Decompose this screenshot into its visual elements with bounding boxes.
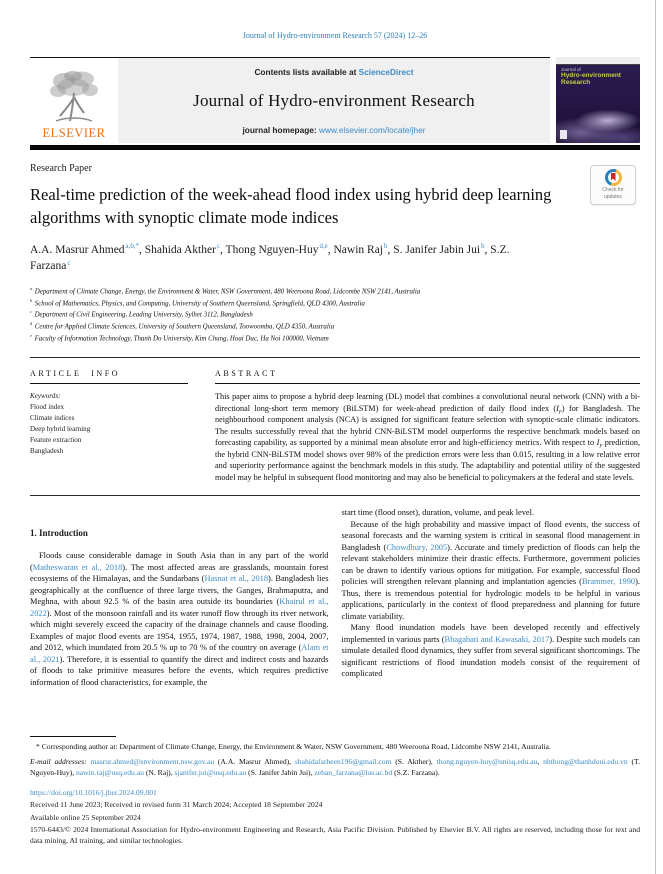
text-segment: I (596, 438, 600, 448)
text-segment: (A.A. Masrur Ahmed), (214, 756, 295, 766)
check-for-updates-label: Check for updates (602, 187, 624, 200)
corresponding-author-note: * Corresponding author at: Department of Climate Change, Energy, the Environment & Water, NSW Government, 480 Weeroona Road, Lidcombe NSW 2141, Australia. (36, 742, 551, 752)
affiliation-item (30, 333, 640, 345)
copyright-line: 1570-6443/© 2024 International Association for Hydro-environment Engineering and Research, Asia Pacific Division. Published by Elsevier B.V. All rights are reserved, including those for text and data mining, AI training, and similar technologies. (30, 824, 640, 845)
check-for-updates-badge[interactable] (590, 165, 636, 205)
text-segment: ). Accurate and timely prediction of floods can help the relevant stakeholders minimize their drastic effects. Furthermore, government policies can be drawn to identify various options for mitigation. For example, successful flood policies will strengthen relevant planning and implantation agencies ( (341, 542, 640, 587)
inline-link[interactable]: thong.nguyen-huy@unisq.edu.au (436, 756, 538, 766)
inline-link[interactable]: Bhagabati and Kawasaki, 2017 (444, 634, 550, 644)
text-segment: , (537, 756, 544, 766)
abstract-rule (215, 383, 640, 384)
text-segment: This paper aims to propose a hybrid deep learning (DL) model that combines a convolutional neural network (CNN) with a bi-directional long-short term memory (BiLSTM) for week-ahead prediction of daily flood index ( (215, 392, 640, 413)
affiliation-text: Department of Civil Engineering, Leading University, Sylhet 3112, Bangladesh (34, 311, 253, 319)
text-segment: (S. Akther), (391, 756, 437, 766)
doi-link[interactable]: https://doi.org/10.1016/j.jher.2024.09.001 (30, 787, 157, 797)
text-segment: Many flood inundation models have been developed recently and effectively implemented in various parts ( (341, 623, 640, 644)
inline-link[interactable]: nhthong@thanhdoui.edu.vn (543, 756, 628, 766)
homepage-line (124, 125, 544, 135)
article-type-label: Research Paper (30, 162, 92, 174)
affiliation-item (30, 309, 640, 321)
body-column-right (342, 507, 641, 731)
affiliation-item (30, 298, 640, 310)
text-segment: d,e (319, 242, 328, 250)
homepage-link[interactable]: www.elsevier.com/locate/jher (319, 125, 426, 135)
text-segment: ). The most affected areas are grasslands, mountain forest ecosystems of the Himalayas, and the Sundarbans ( (30, 562, 329, 584)
homepage-label: journal homepage: (242, 125, 319, 135)
article-info-column (30, 369, 188, 483)
email-label: E-mail addresses: (30, 756, 91, 766)
text-segment: , Nawin Raj (327, 243, 383, 256)
abstract-column (215, 369, 640, 483)
elsevier-tree-icon (48, 69, 100, 125)
received-dates: Received 11 June 2023; Received in revised form 31 March 2024; Accepted 18 September 2024 (30, 799, 323, 809)
affiliation-text: Faculty of Information Technology, Thanh Do University, Kim Chung, Hoai Duc, Ha Noi 100000, Vietnam (34, 334, 329, 342)
text-segment: F (558, 410, 562, 416)
inline-link[interactable]: Khairul et al., 2022 (30, 597, 329, 618)
text-segment: b (481, 242, 485, 250)
text-segment: c (216, 242, 220, 250)
text-segment: ). Therefore, it is essential to quantify the direct and indirect costs and hazards of floods to take primitive measures before the events, which requires predictive information of flood characteristics, for example, the (30, 654, 329, 687)
author-list (30, 242, 510, 275)
affiliation-sup: b (30, 297, 33, 303)
affiliation-text: School of Mathematics, Physics, and Computing, University of Southern Queensland, Springfield, QLD 4300, Australia (34, 299, 365, 307)
affiliation-text: Department of Climate Change, Energy, the Environment & Water, NSW Government, 480 Weeroona Road, Lidcombe NSW 2141, Australia (34, 288, 421, 296)
page-edge-divider (655, 0, 656, 874)
affiliation-item (30, 321, 640, 333)
text-segment: c (67, 259, 71, 267)
text-segment: ). Most of the monsoon rainfall and its water runoff flow through its river network, which might severely exceed the capacity of the drainage channels and cause flooding. Examples of major flood events are 1954, 1955, 1974, 1987, 1988, 1998, 2004, 2007, and 2012, which inundated from 20.5 % up to 70 % of the country on average ( (30, 608, 329, 653)
abstract-text (215, 391, 640, 483)
text-segment: ) for Bangladesh. The neighbourhood component analysis (NCA) is assigned for significant feature selection with synoptic-scale climatic indicators. The results successfully reveal that the hybrid CNN-BiLSTM model outperforms the respective benchmark models based on forecasting capability, as supported by a minimal mean absolute error and high-efficiency metrics. With respect to (215, 403, 640, 448)
affiliation-sup: e (30, 332, 32, 338)
cover-elsevier-mark (560, 130, 567, 139)
text-segment: I (556, 403, 559, 413)
text-segment: Floods cause considerable damage in South Asia than in any part of the world ( (30, 551, 329, 572)
journal-cover-thumbnail[interactable] (556, 57, 640, 143)
text-segment: ). Bangladesh lies geographically at the confluence of three large rivers, the Ganges, Brahmaputra, and Meghna, with about 92.5 % of the basin area outside its boundaries ( (30, 574, 329, 607)
text-segment: (N. Raj), (143, 767, 175, 777)
journal-title: Journal of Hydro-environment Research (193, 91, 475, 110)
masthead-box (118, 58, 550, 143)
text-segment: (T. Nguyen-Huy), (30, 756, 641, 777)
body-paragraph (342, 519, 641, 623)
email-addresses-note (30, 757, 640, 779)
text-segment: (S. Janifer Jabin Jui), (246, 767, 315, 777)
abstract-heading: ABSTRACT (215, 369, 278, 379)
text-segment: Because of the high probability and massive impact of flood events, the success of seasonal forecasts and the warning system is critical in seasonal flood management in Bangladesh ( (341, 519, 640, 552)
keyword-item: Flood index (30, 403, 65, 412)
section-rule-bottom (30, 495, 640, 496)
inline-link[interactable]: masrur.ahmed@environment.nsw.gov.au (90, 756, 215, 766)
inline-link[interactable]: zehan_farzana@lus.ac.bd (314, 767, 393, 777)
article-title: Real-time prediction of the week-ahead flood index using hybrid deep learning algorithms with synoptic climate mode indices (30, 184, 552, 227)
header-thick-rule (30, 145, 640, 150)
text-segment: A.A. Masrur Ahmed (30, 243, 125, 256)
keyword-item: Deep hybrid learning (30, 425, 91, 434)
article-info-heading: ARTICLE INFO (30, 369, 121, 379)
affiliation-item (30, 286, 640, 298)
inline-link[interactable]: Alam et al., 2021 (30, 643, 329, 664)
email-list (30, 757, 640, 777)
text-segment: F (599, 444, 603, 450)
elsevier-logo[interactable] (30, 58, 118, 143)
text-segment: ). Despite such models can simulate detailed flood dynamics, they suffer from several significant shortcomings. The significant restrictions of flood inundation models consist of the requirement of complicated (341, 634, 640, 679)
contents-text: Contents lists available at (254, 67, 359, 77)
cover-title-line2: Hydro-environment (561, 72, 621, 79)
crossmark-icon (605, 169, 622, 186)
info-abstract-section (30, 369, 640, 483)
journal-header (30, 57, 640, 143)
footnote-rule (30, 736, 116, 737)
body-columns (30, 507, 640, 731)
keyword-item: Climate indices (30, 414, 75, 423)
keyword-item: Feature extraction (30, 436, 82, 445)
body-paragraph (30, 550, 329, 688)
affiliation-sup: c (30, 309, 32, 315)
text-segment: , S. Janifer Jabin Jui (387, 243, 481, 256)
text-segment: b (384, 242, 388, 250)
text-segment: prediction, the hybrid CNN-BiLSTM model shows over 98% of the prediction errors were less than 0.015, resulting in a low relative error and superiority performance against the benchmark models in this study. The adaptability and potential utility of the suggested model may be helpful in subsequent flood monitoring and may also be beneficial to policymakers at the federal and state levels. (215, 438, 640, 482)
keywords-label: Keywords: (30, 392, 61, 401)
article-info-rule (30, 383, 188, 384)
cover-title-line3: Research (561, 79, 591, 87)
body-column-left (30, 507, 329, 731)
inline-link[interactable]: Chowdhury, 2005 (386, 542, 448, 552)
affiliation-sup: a (30, 286, 33, 292)
section-rule-top (30, 357, 640, 358)
inline-link[interactable]: shahidafarheen196@gmail.com (294, 756, 392, 766)
keyword-item: Bangladesh (30, 447, 64, 456)
text-segment: ). Thus, there is tremendous potential for hydrologic models to be helpful in various applications, particularly in the context of flood preparedness and planning for future climate variability. (341, 577, 640, 621)
cover-title (561, 67, 637, 87)
sciencedirect-link[interactable]: ScienceDirect (358, 67, 414, 77)
introduction-heading: 1. Introduction (30, 528, 88, 539)
cover-title-line1: Journal of (561, 67, 581, 72)
text-segment: , Thong Nguyen-Huy (220, 243, 319, 256)
available-online: Available online 25 September 2024 (30, 812, 141, 822)
text-segment: , S.Z. Farzana (30, 243, 510, 273)
body-paragraph: start time (flood onset), duration, volume, and peak level. (341, 508, 535, 518)
contents-line (124, 67, 544, 77)
inline-link[interactable]: Hasnat et al., 2018 (204, 574, 269, 584)
text-segment: (S.Z. Farzana). (392, 767, 440, 777)
affiliation-sup: d (30, 321, 33, 326)
affiliations-block (30, 286, 640, 344)
inline-link[interactable]: sjanifer.jui@usq.edu.au (174, 767, 247, 777)
inline-link[interactable]: Matheswaran et al., 2018 (32, 562, 123, 572)
text-segment: , Shahida Akther (138, 243, 216, 256)
inline-link[interactable]: Brammer, 1990 (581, 577, 636, 587)
body-paragraph (342, 622, 641, 680)
affiliation-text: Centre for Applied Climate Sciences, University of Southern Queensland, Toowoomba, QLD 4350, Australia (34, 323, 335, 331)
cover-top-band (556, 57, 640, 65)
journal-masthead (30, 57, 550, 143)
elsevier-wordmark: ELSEVIER (42, 126, 106, 140)
text-segment: a,b,* (125, 242, 139, 250)
running-head-citation: Journal of Hydro-environment Research 57 (2024) 12–26 (242, 31, 428, 40)
inline-link[interactable]: nawin.raj@usq.edu.au (75, 767, 144, 777)
